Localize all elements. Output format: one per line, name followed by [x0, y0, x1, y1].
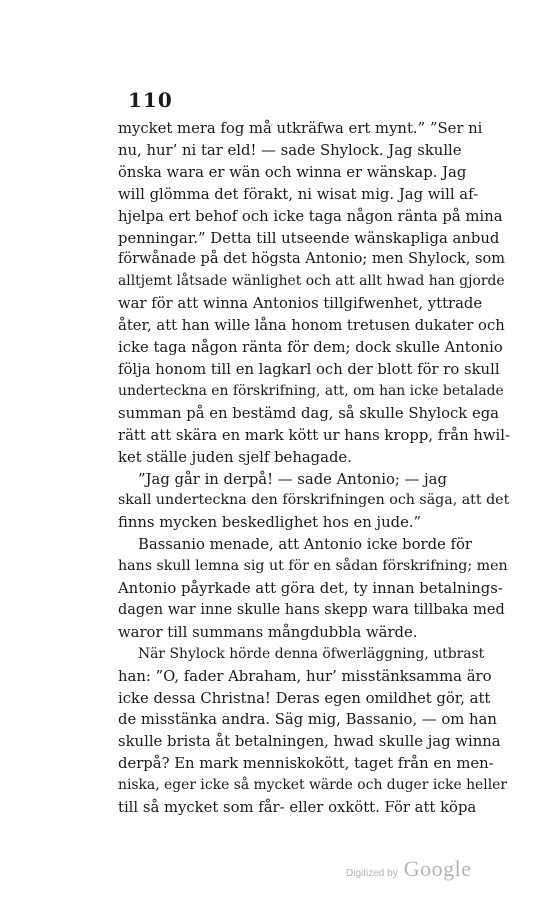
text-line: mycket mera fog må utkräfwa ert mynt.” ”Ser ni	[118, 120, 483, 137]
text-line: war för att winna Antonios tillgifwenhet, yttrade	[118, 295, 483, 313]
text-line: icke taga någon ränta för dem; dock skulle Antonio	[118, 339, 503, 357]
text-line: alltjemt låtsade wänlighet och att allt hwad han gjorde	[118, 273, 505, 290]
text-line: niska, eger icke så mycket wärde och duger icke heller	[118, 777, 508, 794]
page-number: 110	[128, 88, 173, 112]
text-line: icke dessa Christna! Deras egen omildhet gör, att	[118, 689, 491, 707]
google-logo: Google	[403, 856, 472, 881]
text-line: ket ställe juden sjelf behagade.	[118, 448, 352, 466]
text-line: finns mycken beskedlighet hos en jude.”	[118, 514, 422, 532]
text-line: dagen war inne skulle hans skepp wara tillbaka med	[118, 601, 505, 618]
text-line: Bassanio menade, att Antonio icke borde för	[138, 536, 473, 554]
watermark-prefix: Digitized by	[346, 868, 398, 879]
text-line: följa honom till en lagkarl och der blott för ro skull	[118, 360, 500, 378]
text-line: de misstänka andra. Säg mig, Bassanio, — om han	[118, 711, 497, 729]
digitized-watermark	[346, 856, 471, 882]
text-line: skall underteckna den förskrifningen och säga, att det	[118, 492, 510, 509]
text-line: Antonio påyrkade att göra det, ty innan betalnings-	[118, 580, 503, 598]
text-line: summan på en bestämd dag, så skulle Shylock ega	[118, 404, 500, 422]
text-line: han: ”O, fader Abraham, hur’ misstänksamma äro	[118, 667, 492, 685]
text-line: ”Jag går in derpå! — sade Antonio; — jag	[138, 470, 447, 488]
text-line: skulle brista åt betalningen, hwad skulle jag winna	[118, 733, 501, 751]
text-line: hjelpa ert behof och icke taga någon ränta på mina	[118, 207, 503, 225]
text-line: till så mycket som får- eller oxkött. För att köpa	[118, 799, 477, 817]
text-line: När Shylock hörde denna öfwerläggning, utbrast	[138, 645, 485, 662]
text-line: underteckna en förskrifning, att, om han icke betalade	[118, 382, 504, 399]
text-line: rätt att skära en mark kött ur hans kropp, från hwil-	[118, 426, 510, 444]
body-text	[118, 118, 510, 819]
text-line: waror till summans mångdubbla wärde.	[118, 623, 418, 641]
text-line: penningar.” Detta till utseende wänskapliga anbud	[118, 229, 500, 247]
text-line: förwånade på det högsta Antonio; men Shylock, som	[118, 251, 505, 268]
text-line: derpå? En mark menniskokött, taget från en men-	[118, 755, 494, 773]
text-line: åter, att han wille låna honom tretusen dukater och	[118, 317, 505, 335]
text-line: nu, hur’ ni tar eld! — sade Shylock. Jag skulle	[118, 141, 462, 159]
text-line: önska wara er wän och winna er wänskap. Jag	[118, 163, 467, 181]
text-line: hans skull lemna sig ut för en sådan förskrifning; men	[118, 558, 508, 575]
text-line: will glömma det förakt, ni wisat mig. Jag will af-	[118, 185, 479, 203]
